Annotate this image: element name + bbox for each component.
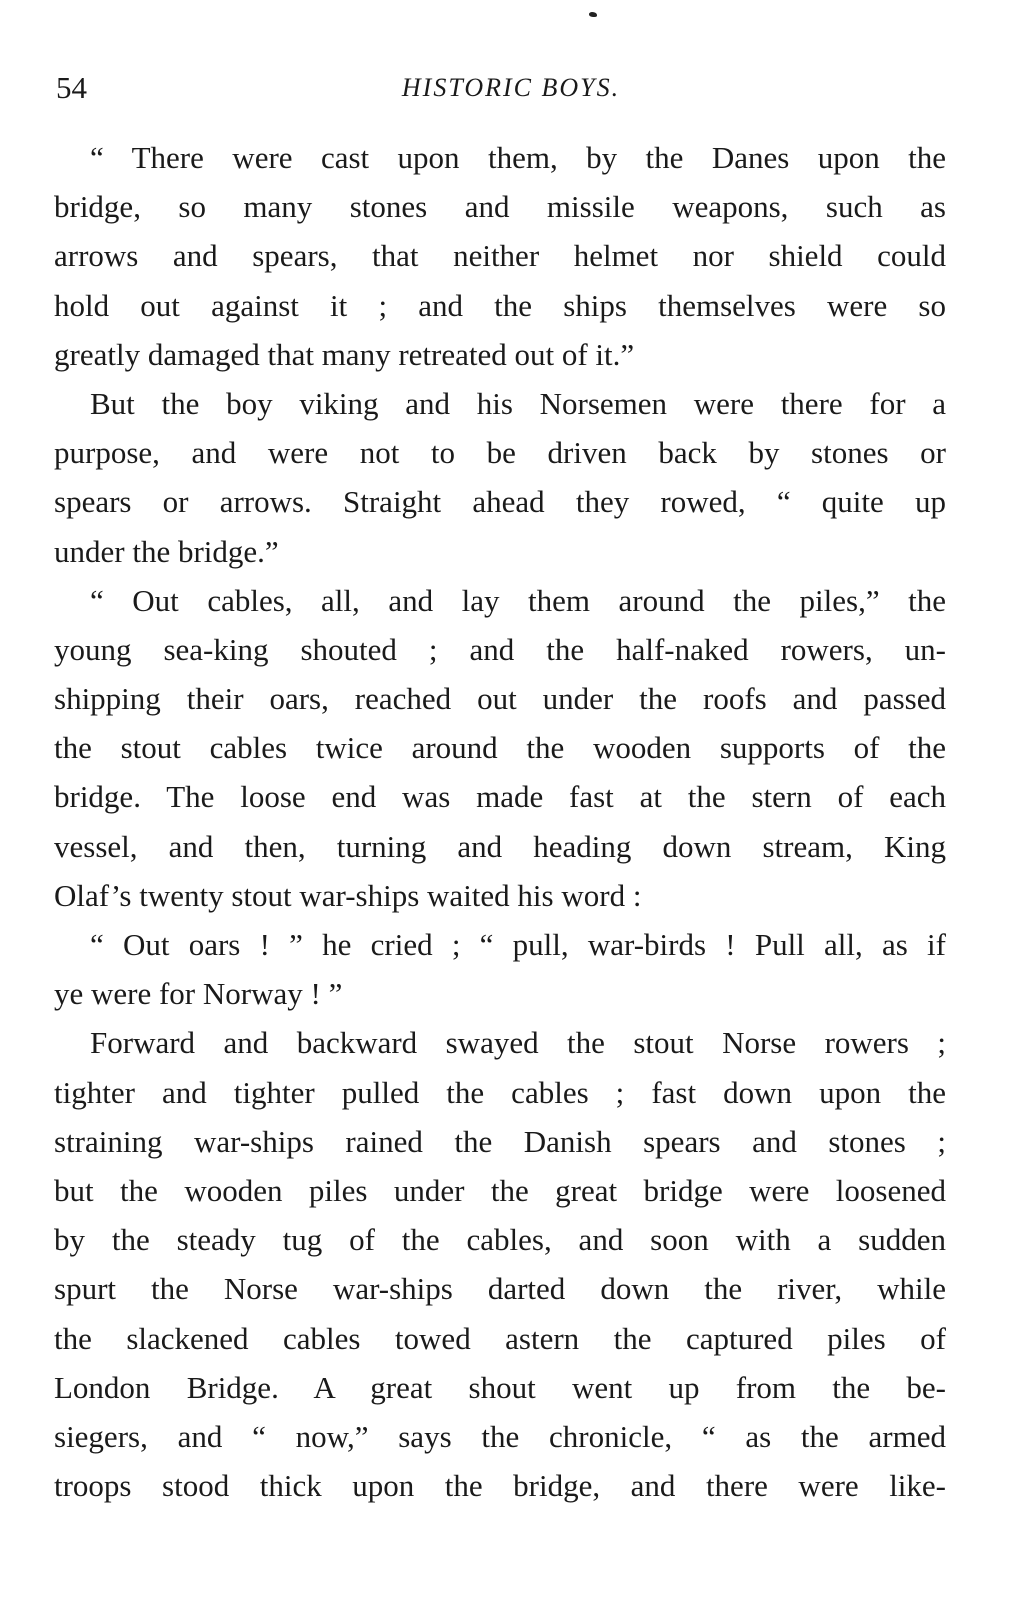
- text-line: under the bridge.”: [54, 533, 279, 569]
- body-text: [54, 133, 946, 1510]
- text-line: tighter and tighter pulled the cables ; fast down upon the: [54, 1074, 946, 1110]
- text-line: bridge. The loose end was made fast at the stern of each: [54, 779, 946, 815]
- text-line: bridge, so many stones and missile weapons, such as: [54, 189, 946, 225]
- text-line: “ Out cables, all, and lay them around the piles,” the: [90, 582, 946, 618]
- text-line: spurt the Norse war-ships darted down the river, while: [54, 1271, 946, 1307]
- text-line: the stout cables twice around the wooden supports of the: [54, 730, 946, 766]
- ink-speck: [589, 12, 597, 17]
- text-line: siegers, and “ now,” says the chronicle, “ as the armed: [54, 1418, 946, 1454]
- text-line: London Bridge. A great shout went up from the be-: [54, 1369, 946, 1405]
- text-line: troops stood thick upon the bridge, and there were like-: [54, 1468, 946, 1504]
- text-line: young sea-king shouted ; and the half-naked rowers, un-: [54, 631, 946, 667]
- text-line: But the boy viking and his Norsemen were there for a: [90, 385, 946, 421]
- running-title: HISTORIC BOYS.: [401, 73, 621, 102]
- text-line: “ There were cast upon them, by the Danes upon the: [90, 140, 946, 175]
- text-line: “ Out oars ! ” he cried ; “ pull, war-birds ! Pull all, as if: [90, 927, 946, 962]
- text-line: straining war-ships rained the Danish spears and stones ;: [54, 1123, 946, 1159]
- text-line: but the wooden piles under the great bridge were loosened: [54, 1172, 946, 1208]
- text-line: shipping their oars, reached out under the roofs and passed: [54, 681, 946, 717]
- page-header: [56, 66, 946, 110]
- text-line: spears or arrows. Straight ahead they rowed, “ quite up: [54, 484, 946, 520]
- page-number: 54: [56, 70, 87, 105]
- text-line: hold out against it ; and the ships themselves were so: [54, 287, 946, 323]
- text-line: by the steady tug of the cables, and soon with a sudden: [54, 1222, 946, 1258]
- text-line: Forward and backward swayed the stout Norse rowers ;: [90, 1025, 946, 1061]
- text-line: purpose, and were not to be driven back by stones or: [54, 435, 946, 471]
- text-line: ye were for Norway ! ”: [54, 976, 343, 1012]
- text-line: the slackened cables towed astern the captured piles of: [54, 1320, 946, 1356]
- text-line: arrows and spears, that neither helmet nor shield could: [54, 238, 946, 274]
- text-line: Olaf’s twenty stout war-ships waited his word :: [54, 877, 642, 913]
- text-line: greatly damaged that many retreated out of it.”: [54, 336, 635, 372]
- text-line: vessel, and then, turning and heading down stream, King: [54, 828, 946, 864]
